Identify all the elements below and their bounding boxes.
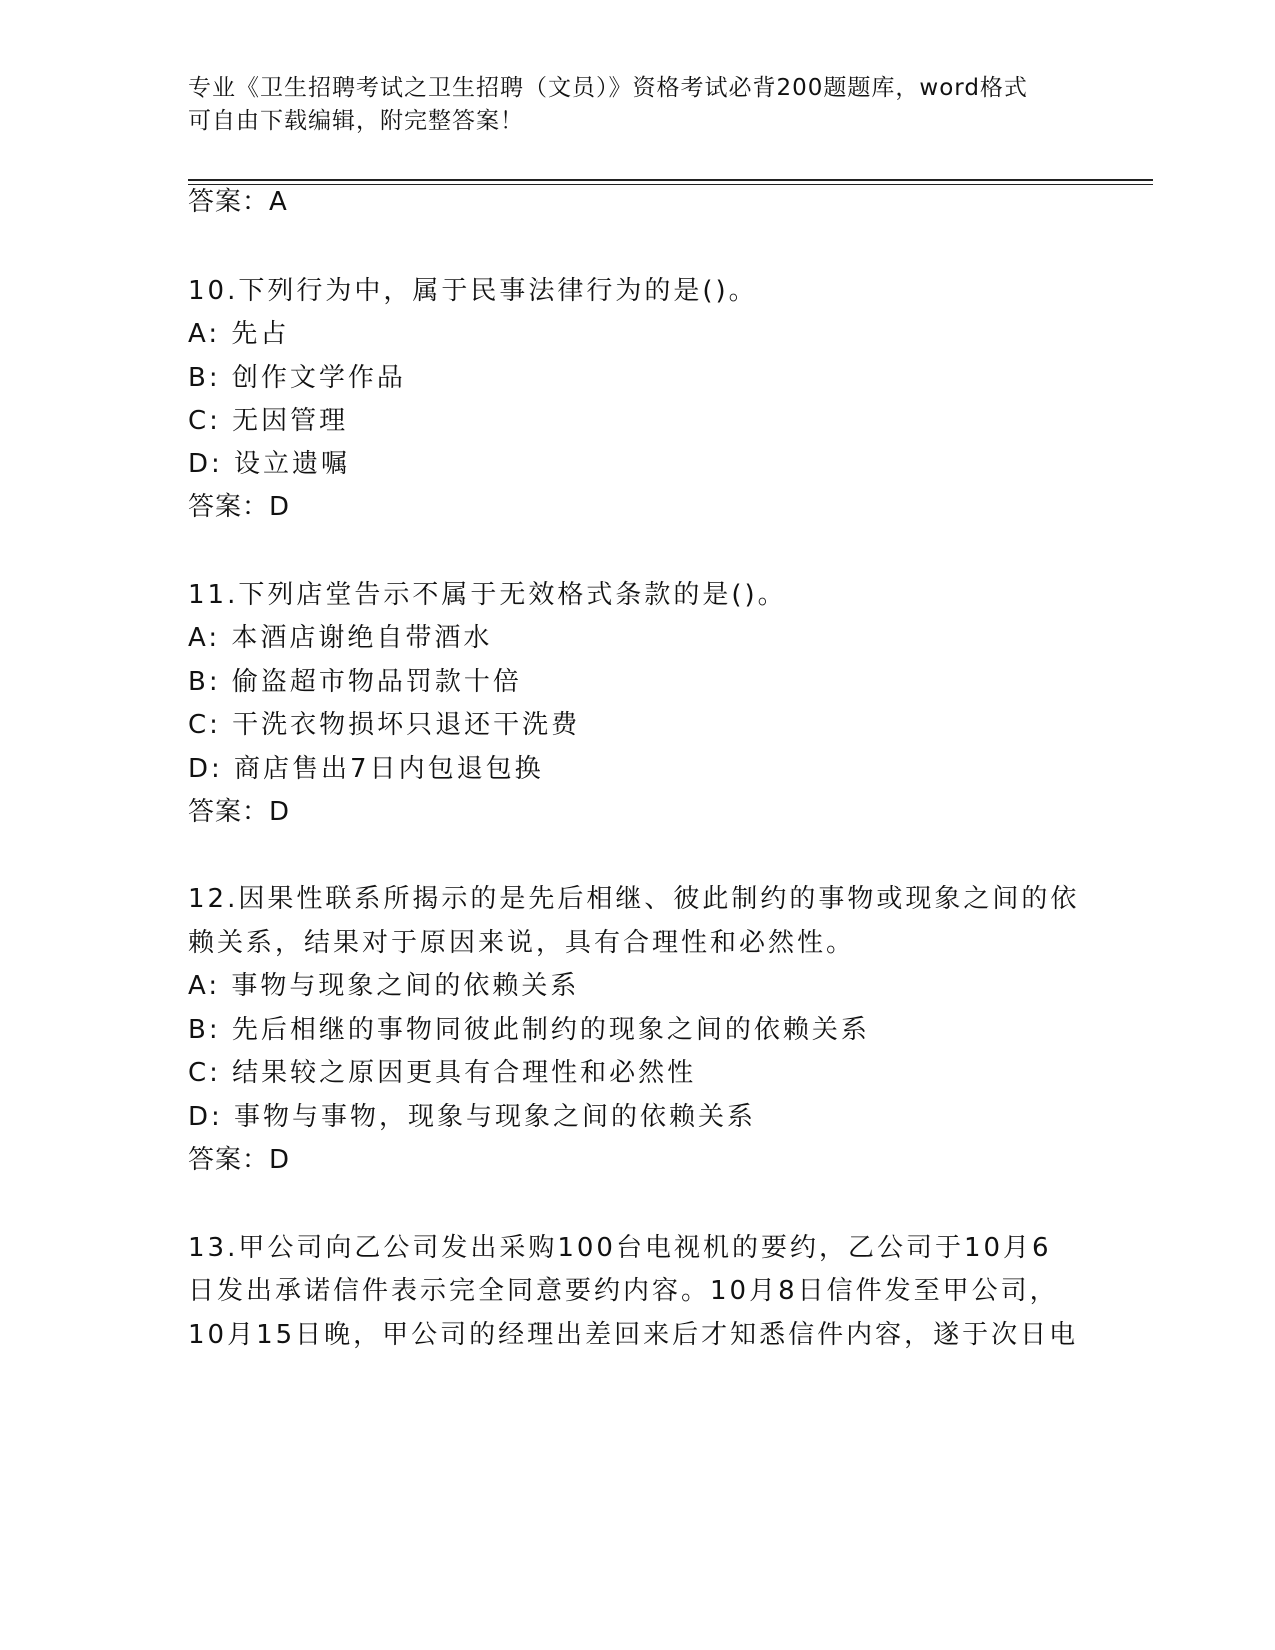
question-11-answer: 答案：D [188, 797, 291, 827]
question-11-option-c: C: 干洗衣物损坏只退还干洗费 [188, 710, 581, 740]
question-11-stem: 11.下列店堂告示不属于无效格式条款的是()。 [188, 580, 787, 610]
question-13-stem-line-2: 日发出承诺信件表示完全同意要约内容。10月8日信件发至甲公司， [188, 1276, 1059, 1306]
question-10-answer: 答案：D [188, 492, 291, 522]
question-12-option-c: C: 结果较之原因更具有合理性和必然性 [188, 1058, 697, 1088]
header-line-1: 专业《卫生招聘考试之卫生招聘（文员）》资格考试必背200题题库，word格式 [188, 75, 1028, 101]
document-header [188, 72, 1068, 138]
question-10-option-c: C: 无因管理 [188, 406, 349, 436]
question-12-option-b: B: 先后相继的事物同彼此制约的现象之间的依赖关系 [188, 1015, 870, 1045]
question-13-stem-line-3: 10月15日晚，甲公司的经理出差回来后才知悉信件内容，遂于次日电 [188, 1320, 1079, 1350]
question-11-option-b: B: 偷盗超市物品罚款十倍 [188, 667, 522, 697]
question-10-stem: 10.下列行为中，属于民事法律行为的是()。 [188, 276, 758, 306]
question-11-option-a: A: 本酒店谢绝自带酒水 [188, 623, 493, 653]
question-10-option-a: A: 先占 [188, 319, 290, 349]
question-12-stem-line-1: 12.因果性联系所揭示的是先后相继、彼此制约的事物或现象之间的依 [188, 884, 1080, 914]
header-divider-thin [188, 184, 1153, 185]
question-12-option-a: A: 事物与现象之间的依赖关系 [188, 971, 580, 1001]
question-10-option-d: D: 设立遗嘱 [188, 449, 351, 479]
question-12-option-d: D: 事物与事物，现象与现象之间的依赖关系 [188, 1102, 757, 1132]
question-11-option-d: D: 商店售出7日内包退包换 [188, 754, 544, 784]
answer-previous: 答案：A [188, 187, 288, 217]
question-12-answer: 答案：D [188, 1145, 291, 1175]
header-divider-thick [188, 179, 1153, 181]
header-line-2: 可自由下载编辑，附完整答案！ [188, 108, 524, 134]
question-10-option-b: B: 创作文学作品 [188, 363, 406, 393]
question-13-stem-line-1: 13.甲公司向乙公司发出采购100台电视机的要约，乙公司于10月6 [188, 1233, 1052, 1263]
question-12-stem-line-2: 赖关系，结果对于原因来说，具有合理性和必然性。 [188, 928, 856, 958]
